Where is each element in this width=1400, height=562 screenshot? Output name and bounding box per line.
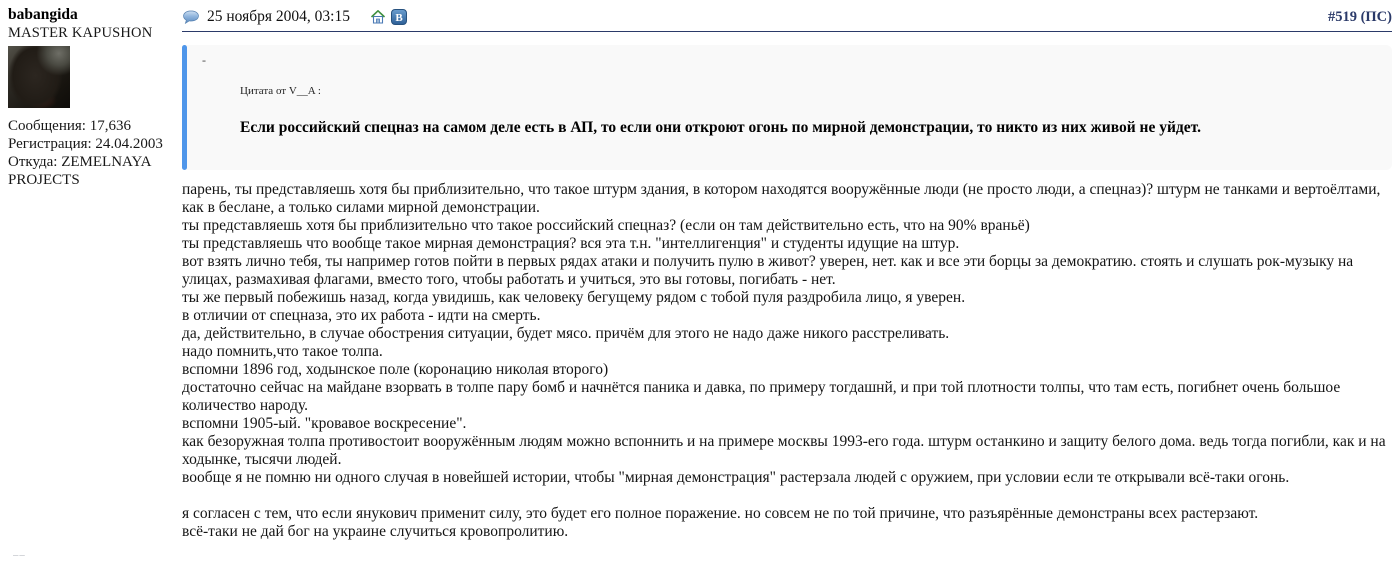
post-date: 25 ноября 2004, 03:15 xyxy=(207,8,350,25)
post-body-line xyxy=(182,487,1392,505)
author-info-line: Сообщения: 17,636 xyxy=(8,118,131,134)
post-body-line: вспомни 1896 год, ходынское поле (коронацию николая второго) xyxy=(182,361,609,378)
author-info-line: Регистрация: 24.04.2003 xyxy=(8,136,163,152)
post-body-line: вспомни 1905-ый. "кровавое воскресение". xyxy=(182,415,467,432)
post-header xyxy=(182,6,1392,28)
post-body-line: парень, ты представляешь хотя бы приблизительно, что такое штурм здания, в котором находятся вооружённые люди (не просто люди, а спецназ)? штурм не танками и вертоёлтами, как в беслане, а только силами мирной демонстрации. xyxy=(182,181,1381,216)
quote-attribution: Цитата от V__A : xyxy=(240,85,321,97)
post-body-line: всё-таки не дай бог на украине случиться кровопролитию. xyxy=(182,523,569,540)
post-body xyxy=(182,181,1392,541)
quote-text: Если российский спецназ на самом деле есть в АП, то если они откроют огонь по мирной демонстрации, то никто из них живой не уйдет. xyxy=(240,119,1201,136)
post-number-link[interactable]: #519 (ПС) xyxy=(1327,8,1392,25)
post-body-line: в отличии от спецназа, это их работа - идти на смерть. xyxy=(182,307,541,324)
quote-left-bar xyxy=(182,45,187,170)
post-body-line: ты представляешь хотя бы приблизительно что такое российский спецназ? (если он там действительно есть, что на 90% враньё) xyxy=(182,217,1030,234)
speech-bubble-icon[interactable] xyxy=(182,10,200,24)
header-divider xyxy=(182,31,1392,32)
b-badge-label: B xyxy=(395,12,403,24)
post-header-left xyxy=(182,8,407,26)
post-body-line: ты же первый побежишь назад, когда увидишь, как человеку бегущему рядом с тобой пуля раздробила лицо, я уверен. xyxy=(182,289,966,306)
post-body-line: ты представляешь что вообще такое мирная демонстрация? вся эта т.н. "интеллигенция" и студенты идущие на штур. xyxy=(182,235,960,252)
post-main xyxy=(182,6,1392,541)
home-icon[interactable] xyxy=(370,9,386,25)
quote-block xyxy=(182,45,1392,170)
avatar[interactable] xyxy=(8,46,70,108)
author-title: MASTER KAPUSHON xyxy=(8,25,153,41)
post-body-line: вот взять лично тебя, ты например готов пойти в первых рядах атаки и получить пулю в живот? уверен, нет. как и все эти борцы за демократию. стоять и слушать рок-музыку на улицах, размахивая флагами, вместо того, чтобы работать и учиться, это вы готовы, погибать - нет. xyxy=(182,253,1354,288)
post-body-line: достаточно сейчас на майдане взорвать в толпе пару бомб и начнётся паника и давка, по примеру тогдашнй, и при той плотности толпы, что там есть, погибнет очень большое количество народу. xyxy=(182,379,1341,414)
b-badge-icon[interactable] xyxy=(391,9,407,25)
author-info-line: Откуда: ZEMELNAYA PROJECTS xyxy=(8,154,151,188)
author-username[interactable]: babangida xyxy=(8,6,78,23)
post-body-line: да, действительно, в случае обострения ситуации, будет мясо. причём для этого не надо даже никого расстреливать. xyxy=(182,325,950,342)
post-body-line: как безоружная толпа противостоит вооружённым людям можно вспоннить и на примере москвы 1993-его года. штурм останкино и защиту белого дома. ведь тогда погибли, как и на ходынке, тысячи людей. xyxy=(182,433,1386,468)
quote-collapse-toggle[interactable]: - xyxy=(202,53,206,67)
signature-separator: __ xyxy=(13,547,26,557)
post-body-line: вообще я не помню ни одного случая в новейшей истории, чтобы "мирная демонстрация" растерзала людей с оружием, при условии если те открывали всё-таки огонь. xyxy=(182,469,1290,486)
post-body-line: я согласен с тем, что если янукович применит силу, это будет его полное поражение. но совсем не по той причине, что разъярённые демонстраны всех растерзают. xyxy=(182,505,1259,522)
post-body-line: надо помнить,что такое толпа. xyxy=(182,343,383,360)
author-sidebar xyxy=(8,6,180,189)
author-info xyxy=(8,117,180,189)
